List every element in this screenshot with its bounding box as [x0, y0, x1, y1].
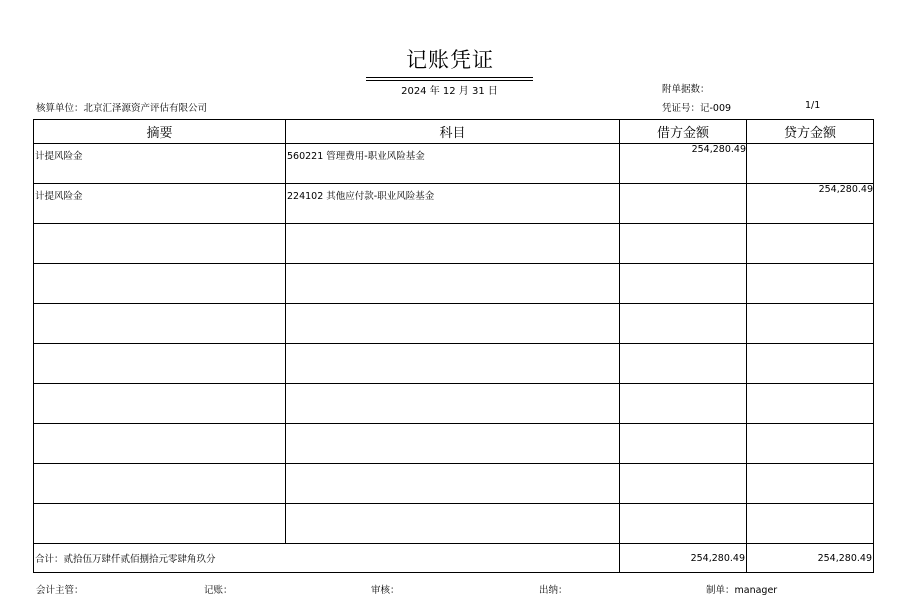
account-cell	[286, 384, 620, 424]
debit-cell: 254,280.49	[620, 144, 747, 184]
page-indicator: 1/1	[805, 100, 821, 111]
account-cell	[286, 424, 620, 464]
summary-cell: 计提风险金	[34, 144, 286, 184]
reviewer-label: 审核：	[371, 585, 400, 596]
debit-cell	[620, 304, 747, 344]
account-cell: 560221 管理费用-职业风险基金	[286, 144, 620, 184]
debit-cell	[620, 184, 747, 224]
credit-cell	[747, 384, 874, 424]
debit-cell	[620, 224, 747, 264]
attachments-count-label: 附单据数：	[662, 84, 710, 95]
table-row	[34, 144, 874, 184]
table-row	[34, 224, 874, 264]
credit-cell	[747, 144, 874, 184]
summary-cell	[34, 224, 286, 264]
credit-cell	[747, 344, 874, 384]
accounting-supervisor-label: 会计主管：	[36, 585, 84, 596]
accounting-unit-label: 核算单位：北京汇泽源资产评估有限公司	[36, 103, 208, 114]
credit-cell	[747, 264, 874, 304]
total-debit-cell: 254,280.49	[620, 544, 747, 573]
account-cell: 224102 其他应付款-职业风险基金	[286, 184, 620, 224]
summary-cell	[34, 504, 286, 544]
summary-cell	[34, 464, 286, 504]
voucher-number-label: 凭证号：记-009	[662, 103, 732, 114]
account-cell	[286, 504, 620, 544]
credit-cell	[747, 304, 874, 344]
account-cell	[286, 304, 620, 344]
credit-cell	[747, 224, 874, 264]
voucher-date: 2024 年 12 月 31 日	[401, 86, 498, 97]
credit-cell	[747, 464, 874, 504]
account-cell	[286, 464, 620, 504]
total-label-cell: 合计：贰拾伍万肆仟贰佰捌拾元零肆角玖分	[34, 544, 620, 573]
column-header-debit: 借方金额	[620, 120, 747, 144]
table-row	[34, 424, 874, 464]
table-row	[34, 184, 874, 224]
column-header-account: 科目	[286, 120, 620, 144]
debit-cell	[620, 424, 747, 464]
voucher-table	[33, 119, 874, 573]
account-cell	[286, 224, 620, 264]
title-underline-bottom	[366, 80, 533, 81]
summary-cell	[34, 264, 286, 304]
table-row	[34, 264, 874, 304]
summary-cell: 计提风险金	[34, 184, 286, 224]
voucher-title: 记账凭证	[406, 48, 494, 72]
summary-cell	[34, 384, 286, 424]
table-header-row	[34, 120, 874, 144]
summary-cell	[34, 424, 286, 464]
account-cell	[286, 264, 620, 304]
table-row	[34, 304, 874, 344]
preparer-label: 制单：manager	[706, 585, 778, 596]
table-row	[34, 464, 874, 504]
total-row	[34, 544, 874, 573]
title-underline-top	[366, 77, 533, 78]
summary-cell	[34, 304, 286, 344]
summary-cell	[34, 344, 286, 384]
table-row	[34, 384, 874, 424]
credit-cell: 254,280.49	[747, 184, 874, 224]
table-row	[34, 504, 874, 544]
debit-cell	[620, 264, 747, 304]
credit-cell	[747, 504, 874, 544]
credit-cell	[747, 424, 874, 464]
debit-cell	[620, 504, 747, 544]
column-header-credit: 贷方金额	[747, 120, 874, 144]
cashier-label: 出纳：	[539, 585, 568, 596]
debit-cell	[620, 384, 747, 424]
table-row	[34, 344, 874, 384]
bookkeeper-label: 记账：	[204, 585, 233, 596]
total-credit-cell: 254,280.49	[747, 544, 874, 573]
debit-cell	[620, 344, 747, 384]
column-header-summary: 摘要	[34, 120, 286, 144]
debit-cell	[620, 464, 747, 504]
account-cell	[286, 344, 620, 384]
